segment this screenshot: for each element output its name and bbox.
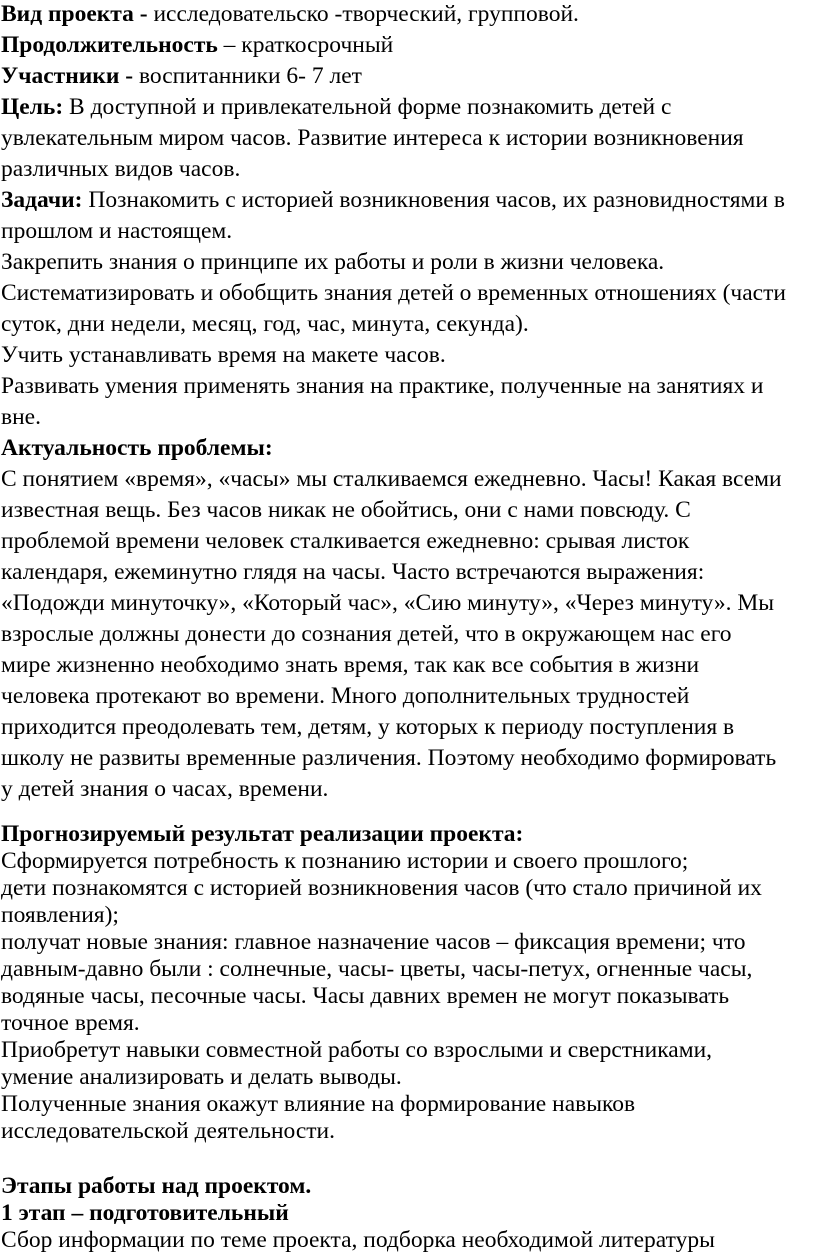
- participants-value: воспитанники 6- 7 лет: [138, 63, 362, 89]
- result-text: дети познакомятся с историей возникновения часов (что стало причиной их: [1, 875, 762, 901]
- goal-label: Цель:: [1, 94, 64, 120]
- goal-text: В доступной и привлекательной форме познакомить детей с: [63, 94, 672, 120]
- result-text: точное время.: [1, 1010, 140, 1036]
- tasks-text: вне.: [1, 404, 41, 430]
- relevance-text: известная вещь. Без часов никак не обойтись, они с нами повсюду. С: [1, 497, 691, 523]
- goal-line: [1, 93, 671, 121]
- duration-value: – краткосрочный: [217, 32, 394, 58]
- participants-line: [1, 62, 362, 90]
- relevance-text: человека протекают во времени. Много дополнительных трудностей: [1, 683, 690, 709]
- relevance-heading: Актуальность проблемы:: [1, 435, 273, 461]
- duration-label: Продолжительность: [1, 32, 218, 58]
- project-type-label: Вид проекта -: [1, 1, 154, 27]
- duration-line: [1, 31, 393, 59]
- result-text: давным-давно были : солнечные, часы- цветы, часы-петух, огненные часы,: [1, 956, 753, 982]
- goal-text: увлекательным миром часов. Развитие интереса к истории возникновения: [1, 125, 744, 151]
- relevance-text: взрослые должны донести до сознания детей, что в окружающем нас его: [1, 621, 732, 647]
- relevance-text: «Подожди минуточку», «Который час», «Сию минуту», «Через минуту». Мы: [1, 590, 775, 616]
- result-text: водяные часы, песочные часы. Часы давних времен не могут показывать: [1, 983, 730, 1009]
- stage1-text: Сбор информации по теме проекта, подборка необходимой литературы: [1, 1227, 715, 1253]
- project-type-value: исследовательско -творческий, групповой.: [153, 1, 579, 27]
- result-text: Полученные знания окажут влияние на формирование навыков: [1, 1091, 636, 1117]
- tasks-text: прошлом и настоящем.: [1, 218, 233, 244]
- result-text: умение анализировать и делать выводы.: [1, 1064, 402, 1090]
- goal-text: различных видов часов.: [1, 156, 241, 182]
- relevance-text: С понятием «время», «часы» мы сталкиваемся ежедневно. Часы! Какая всеми: [1, 466, 782, 492]
- relevance-text: мире жизненно необходимо знать время, так как все события в жизни: [1, 652, 700, 678]
- tasks-text: суток, дни недели, месяц, год, час, минута, секунда).: [1, 311, 529, 337]
- stage1-heading: 1 этап – подготовительный: [1, 1200, 289, 1226]
- result-text: получат новые знания: главное назначение часов – фиксация времени; что: [1, 929, 746, 955]
- stages-heading: Этапы работы над проектом.: [1, 1173, 312, 1199]
- tasks-label: Задачи:: [1, 187, 83, 213]
- result-heading: Прогнозируемый результат реализации проекта:: [1, 821, 524, 847]
- result-text: исследовательской деятельности.: [1, 1118, 336, 1144]
- tasks-text: Развивать умения применять знания на практике, полученные на занятиях и: [1, 373, 764, 399]
- tasks-line: [1, 186, 785, 214]
- project-type-line: [1, 0, 579, 28]
- relevance-text: календаря, ежеминутно глядя на часы. Часто встречаются выражения:: [1, 559, 705, 585]
- relevance-text: проблемой времени человек сталкивается ежедневно: срывая листок: [1, 528, 690, 554]
- tasks-text: Закрепить знания о принципе их работы и роли в жизни человека.: [1, 249, 665, 275]
- relevance-text: у детей знания о часах, времени.: [1, 776, 329, 802]
- tasks-text: Познакомить с историей возникновения часов, их разновидностями в: [82, 187, 785, 213]
- result-text: появления);: [1, 902, 119, 928]
- relevance-text: школу не развиты временные различения. Поэтому необходимо формировать: [1, 745, 777, 771]
- tasks-text: Учить устанавливать время на макете часов.: [1, 342, 446, 368]
- relevance-text: приходится преодолевать тем, детям, у которых к периоду поступления в: [1, 714, 735, 740]
- result-text: Сформируется потребность к познанию истории и своего прошлого;: [1, 848, 689, 874]
- participants-label: Участники -: [1, 63, 139, 89]
- result-text: Приобретут навыки совместной работы со взрослыми и сверстниками,: [1, 1037, 713, 1063]
- tasks-text: Систематизировать и обобщить знания детей о временных отношениях (части: [1, 280, 786, 306]
